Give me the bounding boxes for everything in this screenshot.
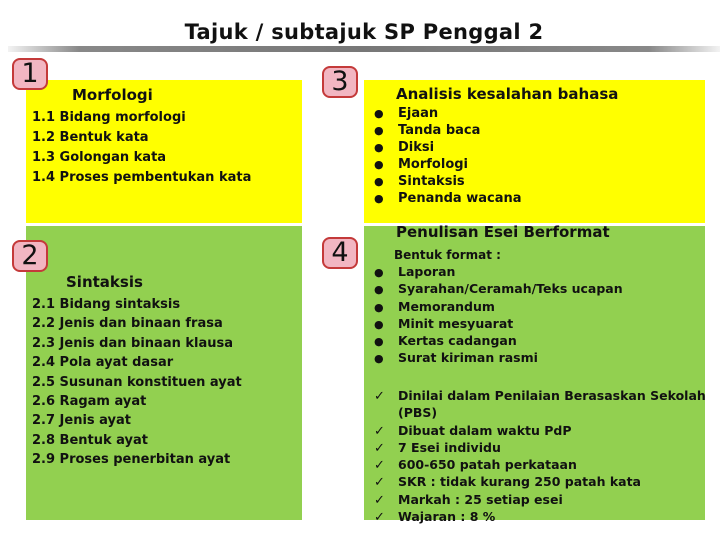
check-item-label: 7 Esei individu [398, 439, 501, 455]
list-item [374, 316, 623, 333]
list-item [374, 281, 623, 298]
list-item [374, 191, 522, 208]
check-item-label: SKR : tidak kurang 250 patah kata [398, 474, 641, 490]
checklist [374, 388, 706, 526]
list-item-label: Laporan [398, 264, 456, 279]
check-item [374, 423, 706, 440]
checkmark-icon: ✓ [374, 423, 385, 439]
check-item [374, 474, 706, 491]
list-item: 2.1 Bidang sintaksis [32, 297, 181, 312]
page-title: Tajuk / subtajuk SP Penggal 2 [184, 20, 544, 44]
list-item [374, 157, 522, 174]
bullet-icon: ● [374, 141, 384, 154]
list-item [374, 299, 623, 316]
check-item [374, 492, 706, 509]
check-item-label: Markah : 25 setiap esei [398, 491, 563, 507]
list-item: 2.6 Ragam ayat [32, 393, 147, 409]
list-item [374, 123, 522, 140]
list-item-label: Ejaan [398, 106, 439, 121]
check-item-label: Wajaran : 8 % [398, 509, 496, 525]
list-item-label: Morfologi [398, 157, 469, 172]
title-divider [8, 46, 720, 52]
panel-number-badge: 4 [322, 237, 358, 269]
bullet-icon: ● [374, 352, 384, 366]
list-item [374, 140, 522, 157]
bullet-icon: ● [374, 335, 384, 349]
checkmark-icon: ✓ [374, 458, 385, 474]
list-item [374, 106, 522, 123]
list-item-label: Memorandum [398, 298, 495, 314]
list-item: 1.3 Golongan kata [32, 150, 167, 165]
bullet-icon: ● [374, 300, 384, 314]
format-list [374, 264, 623, 368]
list-item-label: Minit mesyuarat [398, 315, 514, 331]
bullet-icon: ● [374, 158, 384, 171]
list-item: 2.5 Susunan konstituen ayat [32, 374, 242, 390]
check-item-label: Dinilai dalam Penilaian Berasaskan Sekolah [398, 388, 706, 403]
checkmark-icon: ✓ [374, 440, 385, 456]
bullet-icon: ● [374, 124, 384, 137]
list-item: 2.7 Jenis ayat [32, 413, 132, 429]
check-item [374, 509, 706, 526]
list-item [374, 350, 623, 367]
check-item [374, 457, 706, 474]
bullet-icon: ● [374, 192, 384, 205]
check-item-label: (PBS) [398, 405, 438, 421]
checkmark-icon: ✓ [374, 510, 385, 526]
list-item [374, 333, 623, 350]
check-item [374, 440, 706, 457]
list-item: 2.3 Jenis dan binaan klausa [32, 335, 234, 351]
bullet-icon: ● [374, 266, 384, 279]
checkmark-icon: ✓ [374, 389, 385, 404]
list-item-label: Tanda baca [398, 123, 481, 138]
check-item-label: Dibuat dalam waktu PdP [398, 422, 572, 438]
list-item-label: Penanda wacana [398, 191, 522, 206]
panel-penulisan-esei [364, 223, 706, 526]
list-item-label: Syarahan/Ceramah/Teks ucapan [398, 281, 623, 297]
panel-number-badge: 2 [12, 240, 48, 272]
topic-list [32, 110, 251, 190]
panel-heading: Analisis kesalahan bahasa [396, 85, 619, 103]
check-item [374, 388, 706, 405]
bullet-icon: ● [374, 283, 384, 297]
checkmark-icon: ✓ [374, 492, 385, 508]
list-item [374, 174, 522, 191]
bullet-icon: ● [374, 107, 384, 120]
list-item [374, 264, 623, 281]
topic-list [32, 297, 242, 472]
list-item: 1.4 Proses pembentukan kata [32, 170, 252, 185]
list-item: 2.8 Bentuk ayat [32, 432, 149, 448]
panel-sintaksis [26, 226, 302, 520]
topic-list [374, 106, 522, 208]
panel-heading: Morfologi [72, 86, 153, 104]
panel-number-badge: 1 [12, 58, 48, 90]
list-item: 2.4 Pola ayat dasar [32, 355, 174, 371]
list-item-label: Kertas cadangan [398, 333, 517, 349]
panel-morfologi [26, 80, 302, 223]
panel-heading: Sintaksis [66, 273, 143, 291]
bullet-icon: ● [374, 317, 384, 331]
bullet-icon: ● [374, 175, 384, 188]
check-item-label: 600-650 patah perkataan [398, 457, 577, 473]
panel-number-badge: 3 [322, 66, 358, 98]
list-item: 2.2 Jenis dan binaan frasa [32, 316, 223, 332]
panel-subheading: Bentuk format : [394, 248, 501, 262]
panel-analisis-kesalahan [364, 80, 705, 223]
panel-heading: Penulisan Esei Berformat [396, 223, 610, 241]
list-item-label: Diksi [398, 140, 435, 155]
check-item [374, 405, 706, 422]
list-item: 1.2 Bentuk kata [32, 130, 149, 145]
list-item-label: Sintaksis [398, 174, 465, 189]
list-item: 1.1 Bidang morfologi [32, 110, 186, 125]
checkmark-icon: ✓ [374, 475, 385, 491]
list-item: 2.9 Proses penerbitan ayat [32, 452, 231, 468]
list-item-label: Surat kiriman rasmi [398, 350, 538, 366]
